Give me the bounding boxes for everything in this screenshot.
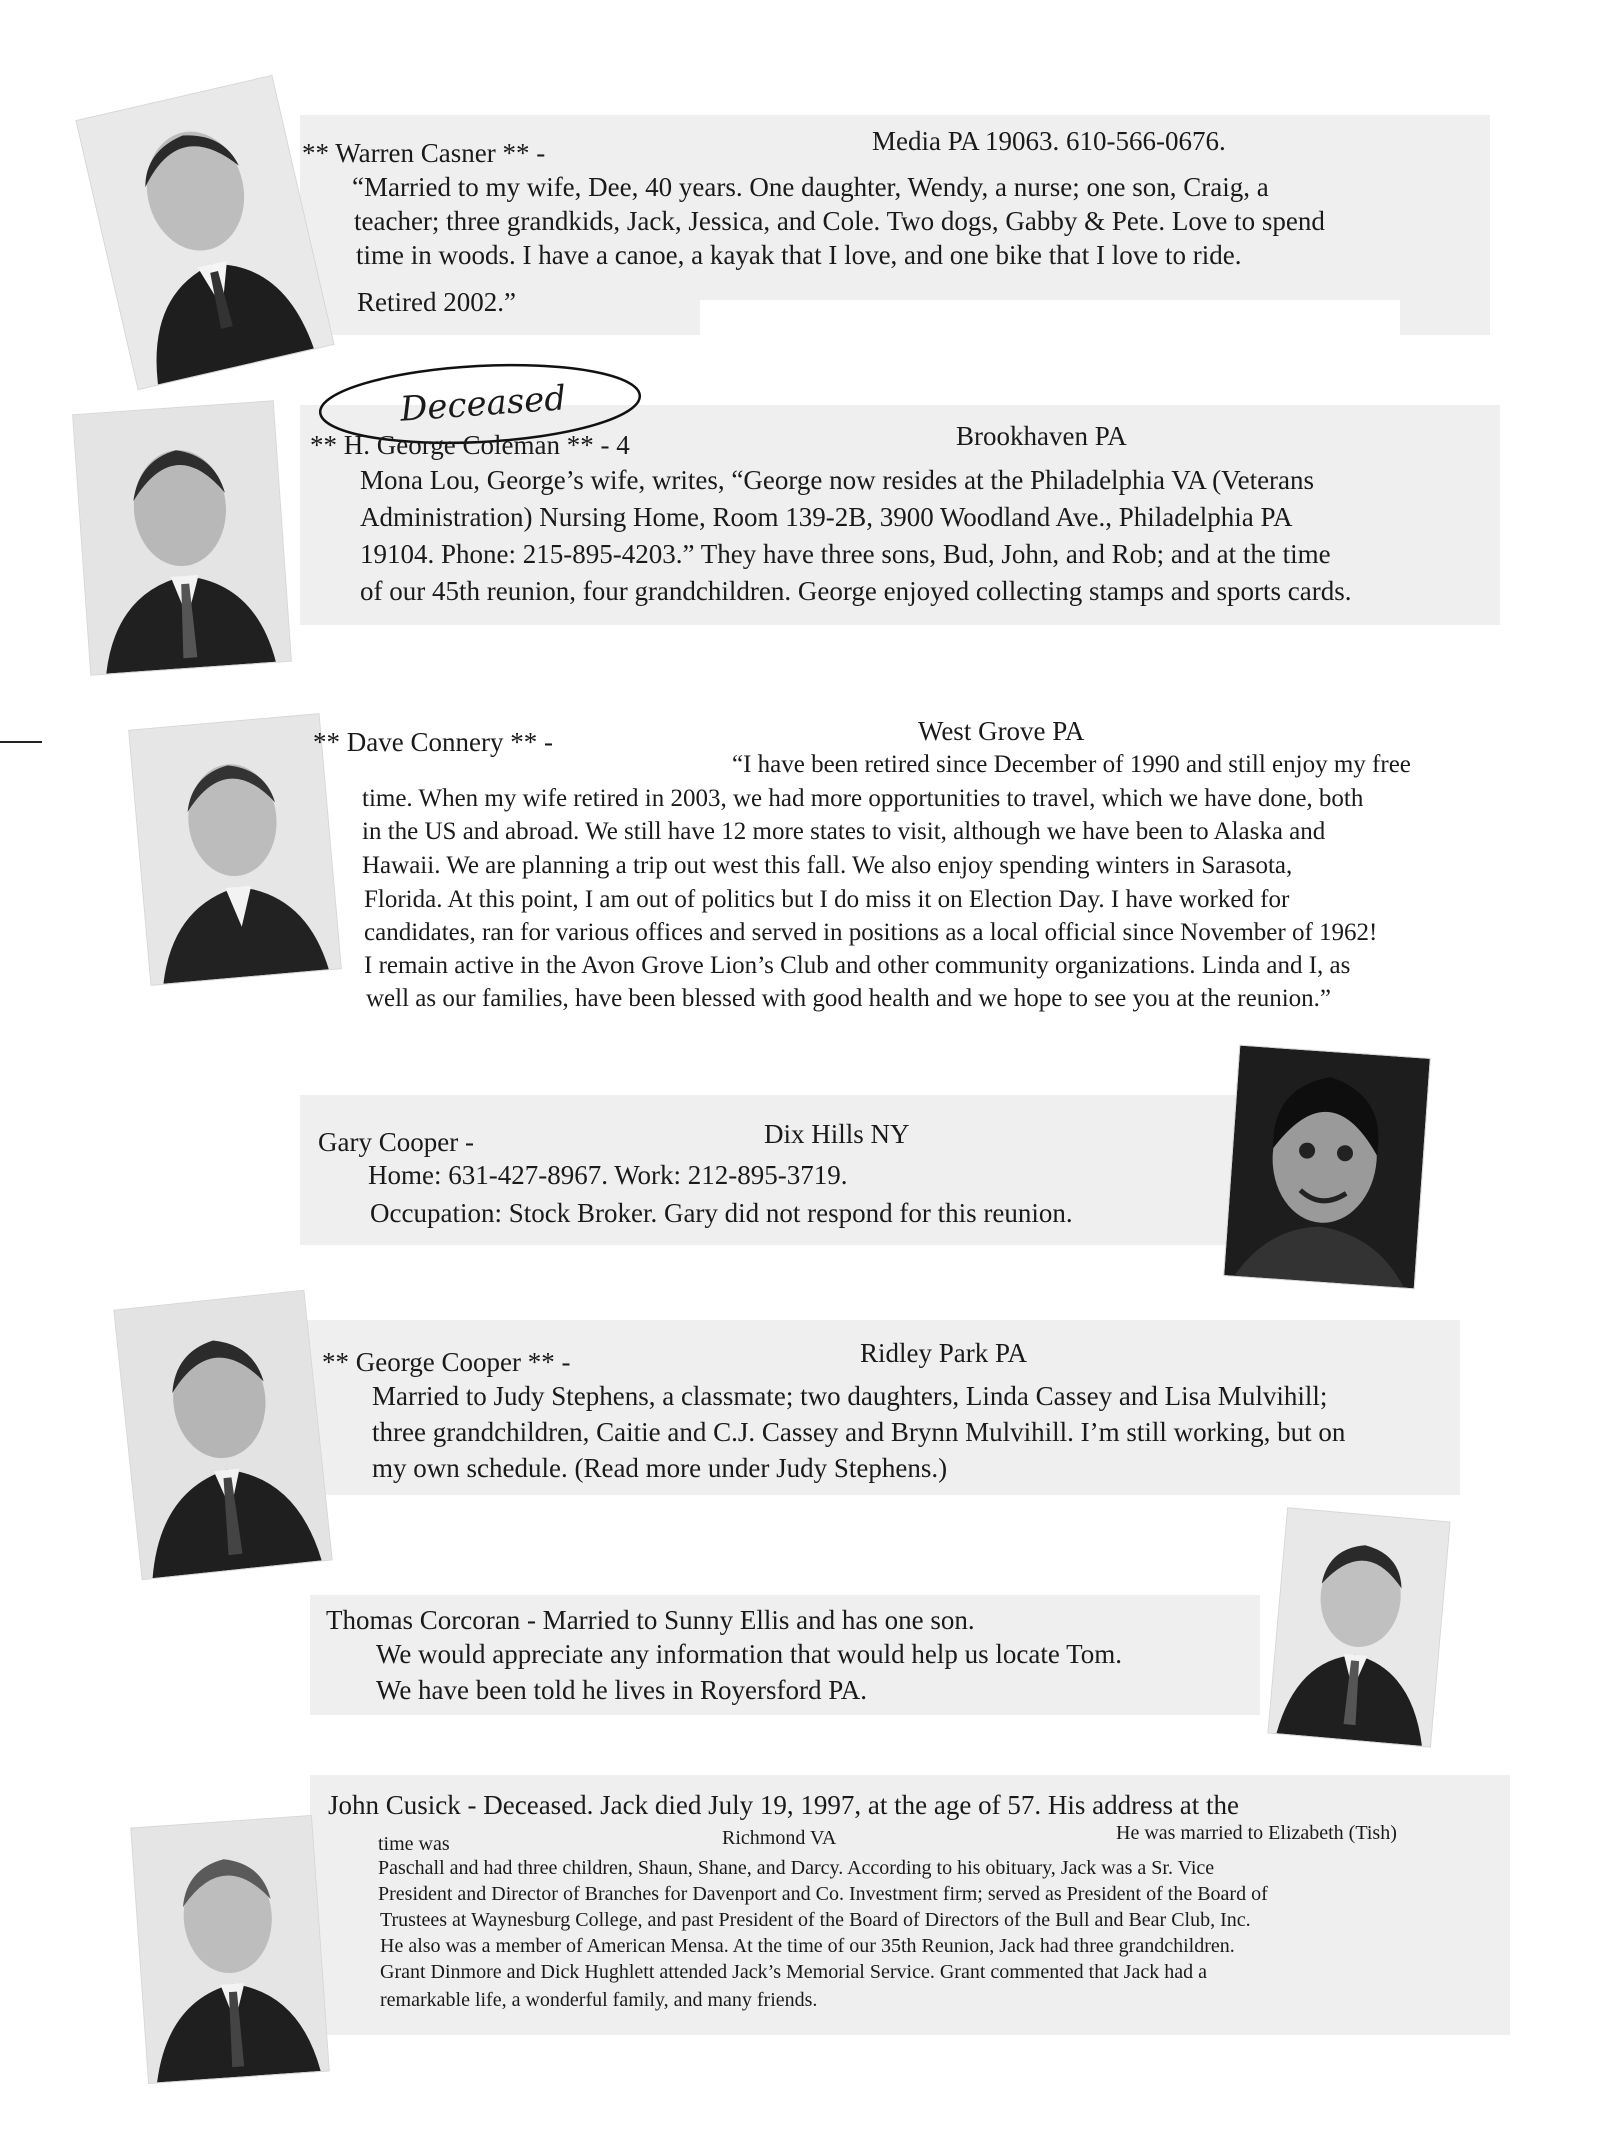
margin-mark	[0, 741, 42, 743]
entry-text-line: Florida. At this point, I am out of politics but I do miss it on Election Day. I have worked for	[364, 886, 1290, 913]
entry-text-line: three grandchildren, Caitie and C.J. Cassey and Brynn Mulvihill. I’m still working, but on	[372, 1417, 1346, 1447]
entry-location: Dix Hills NY	[764, 1119, 910, 1149]
entry-name: ** Dave Connery ** -	[313, 727, 553, 757]
entry-location: Richmond VA	[722, 1827, 837, 1849]
entry-text-line: teacher; three grandkids, Jack, Jessica, and Cole. Two dogs, Gabby & Pete. Love to spend	[354, 206, 1325, 236]
entry-text-line: Grant Dinmore and Dick Hughlett attended Jack’s Memorial Service. Grant commented that Jack had a	[380, 1961, 1207, 1983]
entry-text-line: in the US and abroad. We still have 12 more states to visit, although we have been to Alaska and	[362, 818, 1326, 845]
entry-text-line: I remain active in the Avon Grove Lion’s Club and other community organizations. Linda and I, as	[364, 952, 1351, 979]
entry-name: ** George Cooper ** -	[322, 1347, 571, 1377]
portrait-photo	[131, 1816, 328, 2083]
portrait-icon	[77, 76, 334, 389]
entry-text-line: Hawaii. We are planning a trip out west this fall. We also enjoy spending winters in Sarasota,	[362, 852, 1293, 879]
entry-text-line: well as our families, have been blessed with good health and we hope to see you at the reunion.”	[366, 985, 1331, 1012]
entry-location: Media PA 19063. 610-566-0676.	[872, 126, 1226, 156]
entry-text-line: Married to Judy Stephens, a classmate; two daughters, Linda Cassey and Lisa Mulvihill;	[372, 1381, 1328, 1411]
entry-text-line: candidates, ran for various offices and served in positions as a local official since November of 1962!	[364, 919, 1378, 946]
entry-text-line: Paschall and had three children, Shaun, Shane, and Darcy. According to his obituary, Jack was a Sr. Vice	[378, 1857, 1215, 1879]
entry-name: John Cusick - Deceased. Jack died July 19, 1997, at the age of 57. His address at the	[328, 1790, 1240, 1820]
portrait-icon	[129, 714, 341, 985]
entry-name: ** Warren Casner ** -	[302, 138, 546, 168]
portrait-icon	[1224, 1046, 1430, 1289]
portrait-icon	[114, 1291, 331, 1579]
entry-text-line: We have been told he lives in Royersford PA.	[376, 1675, 867, 1705]
portrait-photo	[129, 714, 341, 985]
entry-text-line: time. When my wife retired in 2003, we had more opportunities to travel, which we have done, both	[362, 785, 1364, 812]
entry-text-line: time in woods. I have a canoe, a kayak that I love, and one bike that I love to ride.	[356, 240, 1242, 270]
handwritten-annotation: Deceased	[398, 378, 568, 430]
portrait-photo	[77, 76, 334, 389]
portrait-icon	[1269, 1508, 1450, 1746]
entry-text-line: remarkable life, a wonderful family, and many friends.	[380, 1989, 818, 2011]
entry-text-line: We would appreciate any information that would help us locate Tom.	[376, 1639, 1122, 1669]
entry-location: Ridley Park PA	[860, 1338, 1028, 1368]
entry-text-line: my own schedule. (Read more under Judy Stephens.)	[372, 1453, 948, 1483]
entry-name: ** H. George Coleman ** - 4	[310, 430, 630, 460]
entry-location: West Grove PA	[918, 716, 1085, 746]
entry-text-line: Home: 631-427-8967. Work: 212-895-3719.	[368, 1160, 848, 1190]
portrait-icon	[73, 401, 291, 674]
entry-text-line: “Married to my wife, Dee, 40 years. One daughter, Wendy, a nurse; one son, Craig, a	[352, 172, 1269, 202]
portrait-photo	[1269, 1508, 1450, 1746]
portrait-photo	[114, 1291, 331, 1579]
entry-text-line: He also was a member of American Mensa. At the time of our 35th Reunion, Jack had three grandchildren.	[380, 1935, 1235, 1957]
redaction	[700, 300, 1400, 395]
entry-name: Gary Cooper -	[318, 1127, 474, 1157]
entry-name: Thomas Corcoran - Married to Sunny Ellis and has one son.	[326, 1605, 975, 1635]
entry-text-line: 19104. Phone: 215-895-4203.” They have three sons, Bud, John, and Rob; and at the time	[360, 539, 1331, 569]
portrait-photo	[1224, 1046, 1430, 1289]
portrait-photo	[73, 401, 291, 674]
entry-text-line: Administration) Nursing Home, Room 139-2B, 3900 Woodland Ave., Philadelphia PA	[360, 502, 1293, 532]
entry-text-line: of our 45th reunion, four grandchildren. George enjoyed collecting stamps and sports cards.	[360, 576, 1352, 606]
entry-text-line: Retired 2002.”	[357, 287, 516, 317]
entry-text-line: He was married to Elizabeth (Tish)	[1116, 1822, 1397, 1844]
entry-text-line: “I have been retired since December of 1990 and still enjoy my free	[732, 751, 1411, 778]
entry-text-line: Occupation: Stock Broker. Gary did not respond for this reunion.	[370, 1198, 1073, 1228]
entry-text-line: Mona Lou, George’s wife, writes, “George now resides at the Philadelphia VA (Veterans	[360, 465, 1315, 495]
entry-text-line: time was	[378, 1833, 450, 1855]
portrait-icon	[131, 1816, 328, 2083]
entry-text-line: Trustees at Waynesburg College, and past President of the Board of Directors of the Bull and Bear Club, Inc.	[380, 1909, 1251, 1931]
entry-text-line: President and Director of Branches for Davenport and Co. Investment firm; served as President of the Board of	[378, 1883, 1268, 1905]
entry-location: Brookhaven PA	[956, 421, 1127, 451]
